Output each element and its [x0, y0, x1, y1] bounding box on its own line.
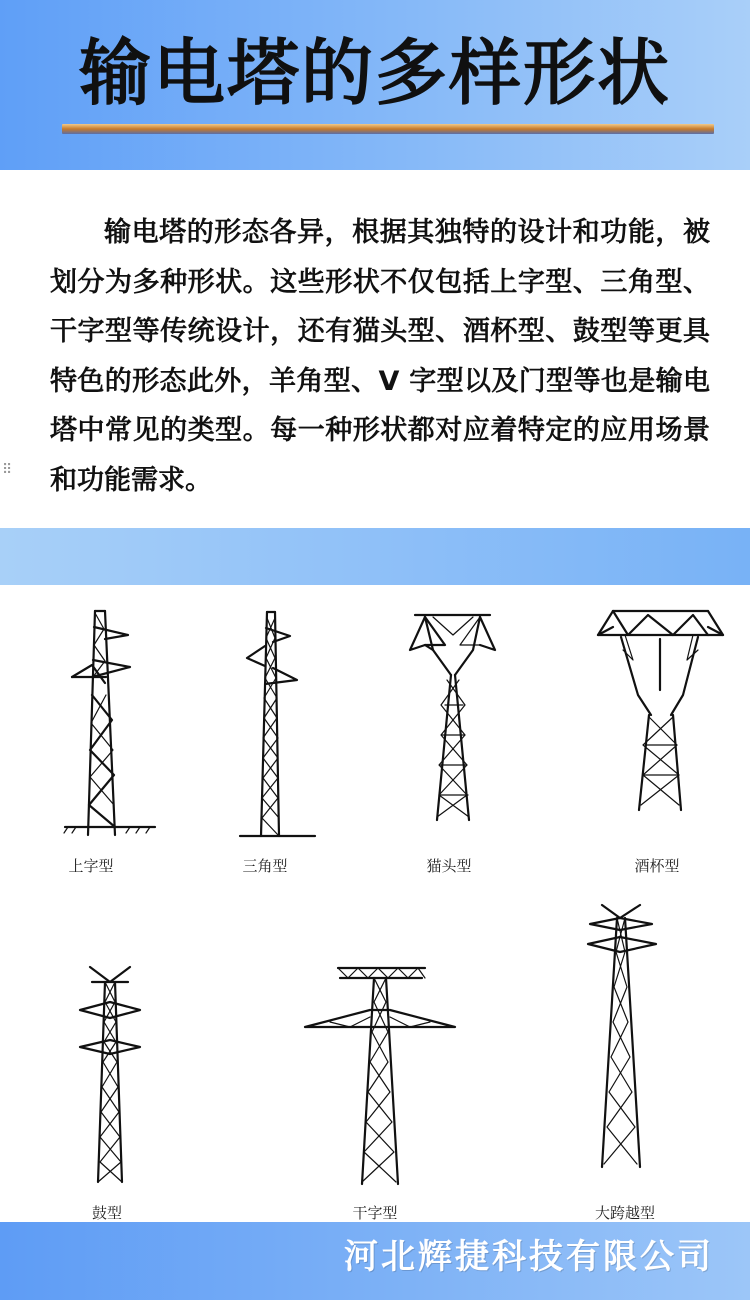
tower-label: 三角型 — [242, 857, 288, 875]
tower-label: 干字型 — [352, 1204, 398, 1222]
title-underline — [62, 124, 714, 134]
intro-paragraph: 输电塔的形态各异，根据其独特的设计和功能，被划分为多种形状。这些形状不仅包括上字型、三角型、干字型等传统设计，还有猫头型、酒杯型、鼓型等更具特色的形态此外，羊角型、V 字型以及门型等也是输电塔中常见的类型。每一种形状都对应着特定的应用场景和功能需求。 — [50, 217, 710, 496]
tower-san-jiao-illustration — [235, 608, 325, 843]
tower-mao-tou-illustration — [405, 605, 500, 825]
tower-da-kua-yue-illustration — [580, 902, 665, 1172]
tower-label: 鼓型 — [91, 1204, 122, 1222]
tower-gan-zi-illustration — [300, 962, 460, 1192]
drag-handle-icon: ⠿ — [2, 462, 13, 478]
tower-label: 大跨越型 — [594, 1204, 655, 1222]
tower-gu-illustration — [70, 962, 150, 1192]
tower-label: 酒杯型 — [634, 857, 680, 875]
tower-shang-zi-illustration — [60, 605, 160, 840]
page-title: 输电塔的多样形状 — [78, 31, 671, 115]
tower-label: 猫头型 — [426, 857, 472, 875]
divider-band — [0, 528, 750, 585]
tower-jiu-bei-illustration — [593, 605, 728, 815]
footer-banner — [0, 1222, 750, 1300]
tower-label: 上字型 — [68, 857, 114, 875]
header-banner — [0, 0, 750, 170]
company-name: 河北辉捷科技有限公司 — [344, 1237, 714, 1277]
